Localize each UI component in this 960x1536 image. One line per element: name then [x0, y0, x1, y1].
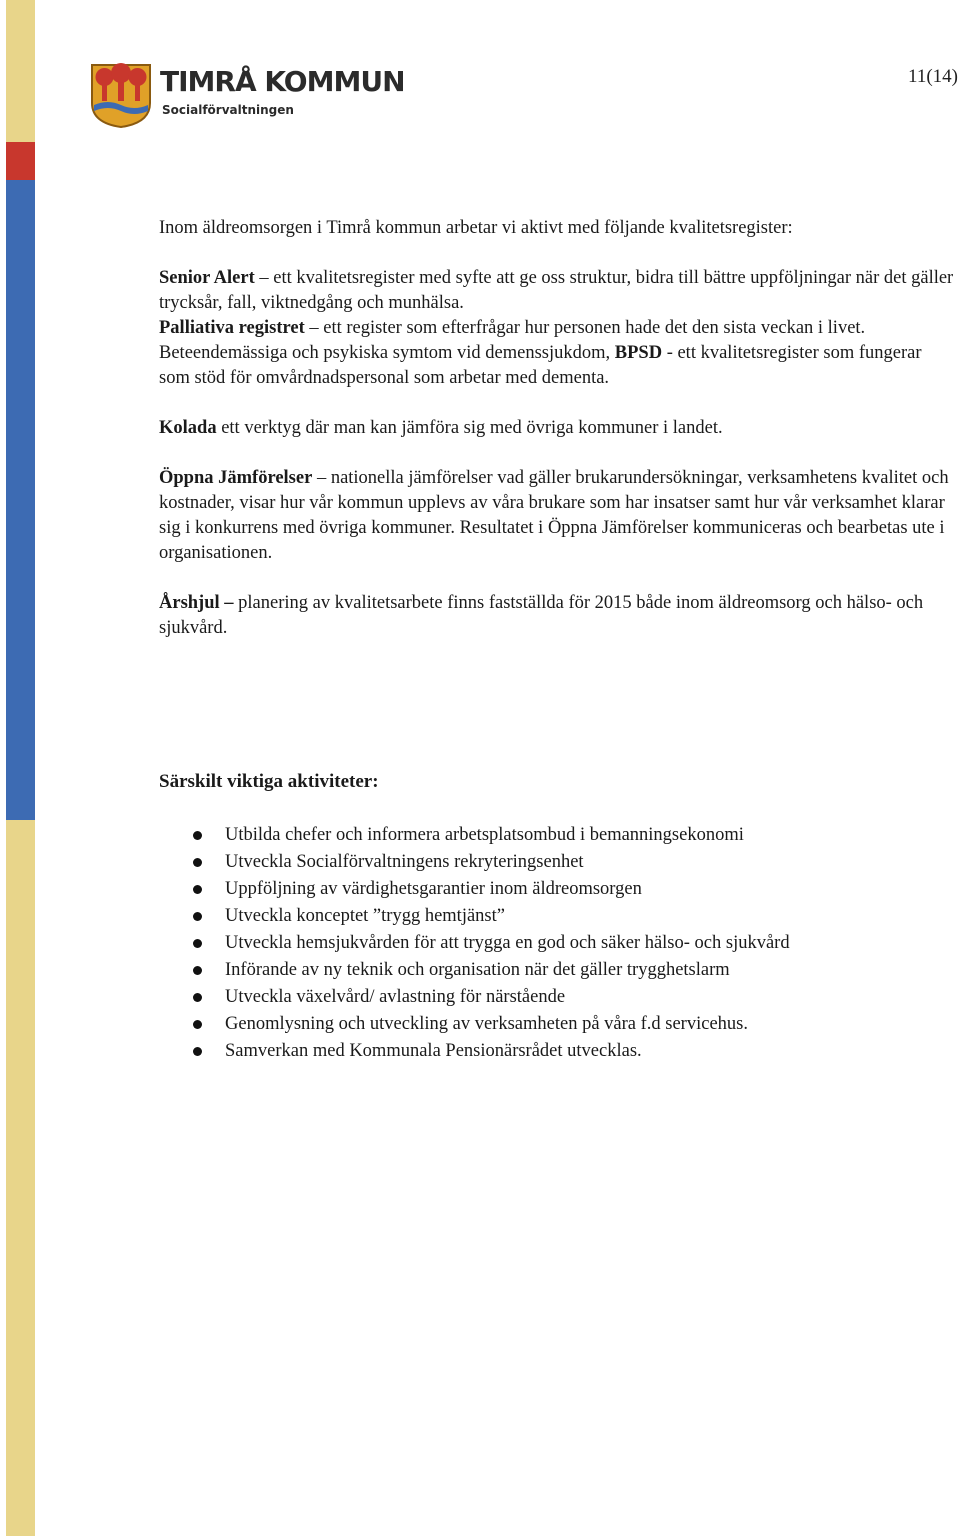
list-item-text: Införande av ny teknik och organisation när det gäller trygghetslarm — [225, 960, 730, 980]
bpsd-paragraph — [159, 341, 954, 391]
list-item — [159, 930, 949, 957]
senior-alert-term: Senior Alert — [159, 268, 255, 288]
bullet-icon — [193, 1047, 202, 1056]
oppna-jamforelser-paragraph — [159, 466, 954, 566]
side-band-blue — [6, 180, 35, 820]
list-item — [159, 849, 949, 876]
list-item-text: Uppföljning av värdighetsgarantier inom äldreomsorgen — [225, 879, 642, 899]
bullet-icon — [193, 966, 202, 975]
page-number: 11(14) — [908, 66, 958, 87]
side-band-red — [6, 142, 35, 180]
bullet-icon — [193, 858, 202, 867]
palliativa-term: Palliativa registret — [159, 318, 305, 338]
bullet-icon — [193, 912, 202, 921]
bullet-icon — [193, 993, 202, 1002]
kolada-term: Kolada — [159, 418, 217, 438]
senior-alert-paragraph — [159, 266, 954, 316]
list-item — [159, 984, 949, 1011]
kolada-text: ett verktyg där man kan jämföra sig med övriga kommuner i landet. — [216, 418, 723, 438]
list-item-text: Samverkan med Kommunala Pensionärsrådet utvecklas. — [225, 1041, 642, 1061]
list-item — [159, 876, 949, 903]
coat-of-arms-icon — [90, 63, 152, 129]
list-item-text: Utveckla Socialförvaltningens rekryteringsenhet — [225, 852, 584, 872]
bullet-icon — [193, 1020, 202, 1029]
list-item-text: Utveckla hemsjukvården för att trygga en god och säker hälso- och sjukvård — [225, 933, 790, 953]
senior-alert-text: – ett kvalitetsregister med syfte att ge oss struktur, bidra till bättre uppföljningar när det gäller trycksår, fall, viktnedgång och munhälsa. — [159, 268, 954, 313]
municipality-logo — [90, 63, 405, 129]
activities-heading: Särskilt viktiga aktiviteter: — [159, 771, 379, 792]
bullet-icon — [193, 831, 202, 840]
list-item — [159, 822, 949, 849]
bullet-icon — [193, 885, 202, 894]
kolada-paragraph — [159, 416, 954, 441]
list-item — [159, 1038, 949, 1065]
document-body — [159, 216, 954, 641]
palliativa-text: – ett register som efterfrågar hur personen hade det den sista veckan i livet. — [304, 318, 866, 338]
logo-title: TIMRÅ KOMMUN — [160, 65, 405, 98]
arshjul-text: planering av kvalitetsarbete finns fastställda för 2015 både inom äldreomsorg och hälso- och sjukvård. — [159, 593, 924, 638]
list-item — [159, 903, 949, 930]
list-item — [159, 1011, 949, 1038]
side-band-yellow-top — [6, 0, 35, 142]
arshjul-paragraph — [159, 591, 954, 641]
bullet-icon — [193, 939, 202, 948]
activities-list — [159, 822, 949, 1065]
list-item-text: Utveckla konceptet ”trygg hemtjänst” — [225, 906, 505, 926]
oppna-jamforelser-term: Öppna Jämförelser — [159, 468, 313, 488]
arshjul-term: Årshjul – — [159, 593, 234, 613]
bpsd-term: BPSD — [614, 343, 663, 363]
logo-subtitle: Socialförvaltningen — [162, 103, 294, 117]
list-item-text: Utbilda chefer och informera arbetsplatsombud i bemanningsekonomi — [225, 825, 744, 845]
side-band-yellow-bottom — [6, 820, 35, 1536]
list-item-text: Genomlysning och utveckling av verksamheten på våra f.d servicehus. — [225, 1014, 748, 1034]
intro-paragraph: Inom äldreomsorgen i Timrå kommun arbetar vi aktivt med följande kvalitetsregister: — [159, 218, 793, 238]
list-item — [159, 957, 949, 984]
palliativa-paragraph — [159, 316, 954, 341]
oppna-jamforelser-text: – nationella jämförelser vad gäller brukarundersökningar, verksamhetens kvalitet och kostnader, visar hur vår kommun upplevs av våra brukare som har insatser samt hur vår verksamhet klarar sig i konkurrens med övriga kommuner. Resultatet i Öppna Jämförelser kommuniceras och bearbetas ute i organisationen. — [159, 468, 949, 563]
bpsd-text-2: - ett kvalitetsregister som fungerar som stöd för omvårdnadspersonal som arbetar med dementa. — [159, 343, 922, 388]
list-item-text: Utveckla växelvård/ avlastning för närstående — [225, 987, 566, 1007]
bpsd-text-1: Beteendemässiga och psykiska symtom vid demenssjukdom, — [159, 343, 615, 363]
